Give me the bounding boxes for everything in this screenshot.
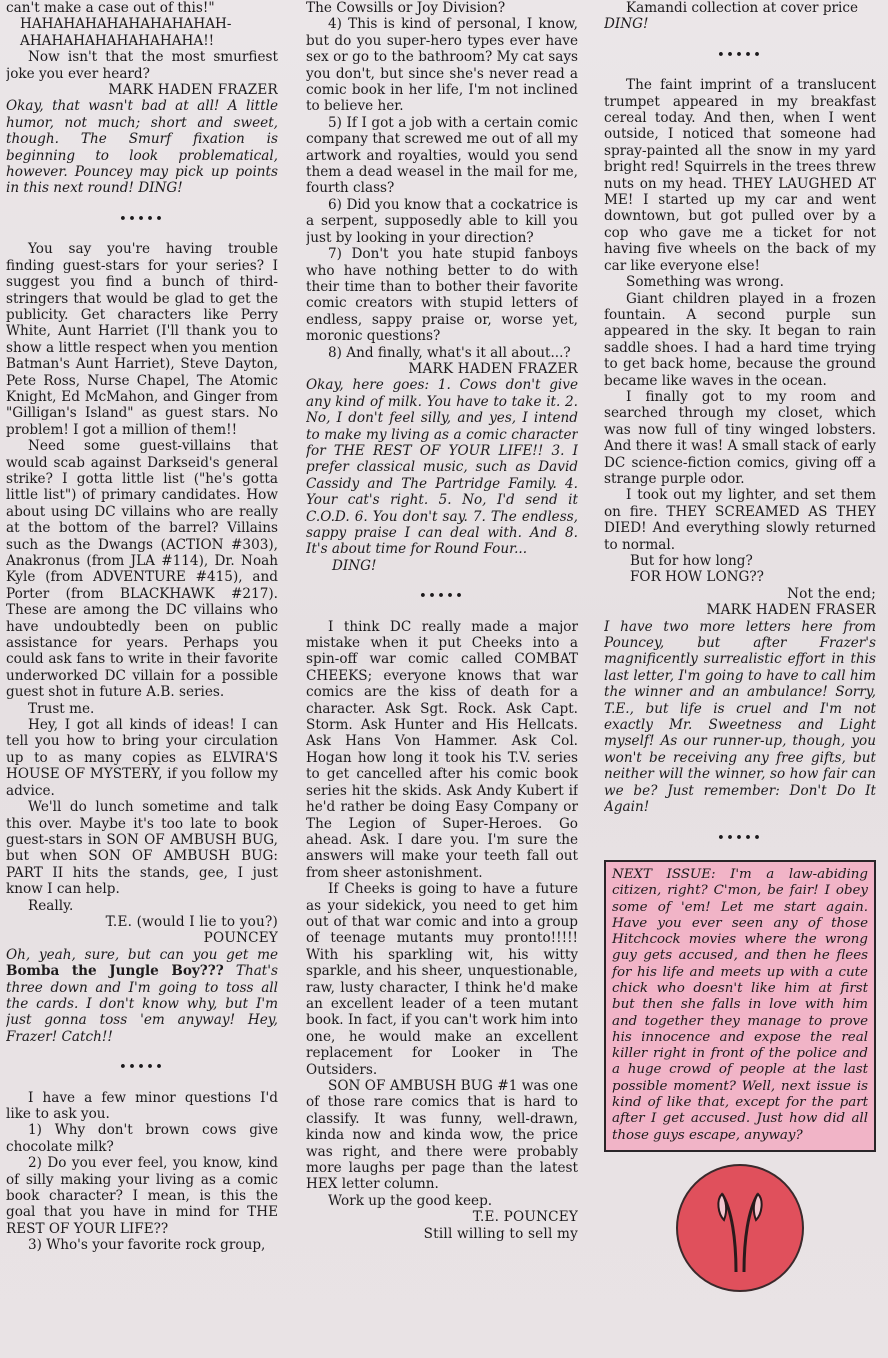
logo-container <box>604 1164 876 1292</box>
paragraph: SON OF AMBUSH BUG #1 was one of those rare comics that is hard to classify. It was funny, well-drawn, kinda now and kinda wow, the price was right, and there were probably more laughs per page than the latest HEX letter column. <box>306 1078 578 1193</box>
paragraph: I finally got to my room and searched through my closet, which was now full of tiny winged lobsters. And there it was! A small stack of early DC science-fiction comics, giving off a strange purple odor. <box>604 388 876 487</box>
paragraph: I took out my lighter, and set them on fire. THEY SCREAMED AS THEY DIED! And everything slowly returned to normal. <box>604 487 876 553</box>
paragraph: 1) Why don't brown cows give chocolate milk? <box>6 1122 278 1155</box>
paragraph: Now isn't that the most smurfiest joke you ever heard? <box>6 49 278 82</box>
reply-text: Oh, yeah, sure, but can you get me <box>6 946 278 963</box>
editor-reply: DING! <box>604 16 649 33</box>
paragraph: 3) Who's your favorite rock group, <box>28 1237 266 1254</box>
signature: T.E. (would I lie to you?) <box>105 913 278 930</box>
section-divider: ••••• <box>119 1060 165 1074</box>
section-divider: ••••• <box>717 47 763 61</box>
column-3 <box>604 0 876 1358</box>
paragraph: Hey, I got all kinds of ideas! I can tell you how to bring your circulation up to as many copies as ELVIRA'S HOUSE OF MYSTERY, if you follow my advice. <box>6 717 278 799</box>
paragraph: Something was wrong. <box>626 274 784 291</box>
editor-reply: Okay, here goes: 1. Cows don't give any kind of milk. You have to take it. 2. No, I don't feel silly, and yes, I intend to make my living as a comic character for THE REST OF YOUR LIFE!! 3. I prefer classical music, such as David Cassidy and The Partridge Family. 4. Your cat's right. 5. No, I'd send it C.O.D. 6. You don't say. 7. The endless, sappy praise I can deal with. And 8. It's about time for Round Four... <box>306 377 578 558</box>
paragraph: 4) This is kind of personal, I know, but do you super-hero types ever have sex or go to the bathroom? My cat says you don't, but since she's never read a comic book in her life, I'm not inclined to believe her. <box>306 16 578 115</box>
section-divider: ••••• <box>419 589 465 603</box>
paragraph: Giant children played in a frozen fountain. A second purple sun appeared in the sky. It began to rain saddle shoes. I had a hard time trying to get back home, because the ground became like waves in the ocean. <box>604 290 876 389</box>
paragraph: Not the end; <box>787 585 876 602</box>
ambush-bug-logo-icon <box>676 1164 804 1292</box>
reply-bold-text: Bomba the Jungle Boy??? <box>6 963 224 980</box>
signature: POUNCEY <box>203 930 278 947</box>
paragraph: 6) Did you know that a cockatrice is a serpent, supposedly able to kill you just by looking in your direction? <box>306 196 578 246</box>
editor-reply-ding: DING! <box>332 557 377 574</box>
paragraph: 7) Don't you hate stupid fanboys who have nothing better to do with their time than to bother their favorite comic creators with stupid letters of endless, sappy praise or, worse yet, moronic questions? <box>306 246 578 345</box>
paragraph: Still willing to sell my <box>423 1225 578 1242</box>
paragraph: 8) And finally, what's it all about...? <box>328 344 571 361</box>
paragraph: 2) Do you ever feel, you know, kind of silly making your living as a comic book character? I mean, is this the goal that you have in mind for THE REST OF YOUR LIFE?? <box>6 1155 278 1237</box>
section-divider: ••••• <box>119 211 165 225</box>
paragraph: The faint imprint of a translucent trumpet appeared in my breakfast cereal today. And then, when I went outside, I noticed that someone had spray-painted all the snow in my yard bright red! Squirrels in the trees threw nuts on my head. THEY LAUGHED AT ME! I started up my car and went downtown, but got pulled over by a cop who gave me a ticket for not having five wheels on the back of my car like everyone else! <box>604 77 876 274</box>
signature: MARK HADEN FRAZER <box>108 82 278 99</box>
paragraph: But for how long? <box>630 553 753 569</box>
paragraph: Really. <box>28 897 74 914</box>
paragraph: We'll do lunch sometime and talk this over. Maybe it's too late to book guest-stars in SON OF AMBUSH BUG, but when SON OF AMBUSH BUG: PART II hits the stands, gee, I just know I can help. <box>6 799 278 898</box>
antennae-icon <box>692 1180 788 1276</box>
signature: MARK HADEN FRASER <box>706 602 876 619</box>
paragraph: Need some guest-villains that would scab against Darkseid's general strike? I gotta little list ("he's gotta little list") of primary candidates. How about using DC villains who are really at the bottom of the barrel? Villains such as the Dwangs (ACTION #303), Anakronus (from JLA #114), Dr. Noah Kyle (from ADVENTURE #415), and Porter (from BLACKHAWK #217). These are among the DC villains who have undoubtedly been on public assistance for years. Perhaps you could ask fans to write in their favorite underworked DC villain for a possible guest shot in future A.B. series. <box>6 438 278 701</box>
column-1 <box>6 0 278 1358</box>
paragraph: Kamandi collection at cover price <box>626 0 859 16</box>
signature: T.E. POUNCEY <box>472 1209 578 1226</box>
paragraph: 5) If I got a job with a certain comic company that screwed me out of all my artwork and royalties, would you send them a dead weasel in the mail for me, fourth class? <box>306 114 578 197</box>
paragraph: HAHAHAHAHAHAHAHAHAH-AHAHAHAHAHAHAHAHA!! <box>20 16 232 49</box>
editor-reply <box>6 947 278 1045</box>
reply-text: That's three down and I'm going to toss all the cards. I don't know why, but I'm just gonna toss 'em anyway! Hey, Frazer! Catch!! <box>6 963 278 1045</box>
paragraph: The Cowsills or Joy Division? <box>306 0 506 16</box>
paragraph: can't make a case out of this!" <box>6 0 215 16</box>
paragraph: Work up the good keep. <box>328 1192 493 1209</box>
section-divider: ••••• <box>717 830 763 844</box>
editor-reply: I have two more letters here from Pouncey, but after Frazer's magnificently surrealistic effort in this last letter, I'm going to have to call him the winner and an ambulance! Sorry, T.E., but life is cruel and I'm not exactly Mr. Sweetness and Light myself! As our runner-up, though, you won't be receiving any free gifts, but neither will the winner, so how fair can we be? Just remember: Don't Do It Again! <box>604 618 876 816</box>
paragraph: FOR HOW LONG?? <box>630 569 764 586</box>
paragraph: You say you're having trouble finding guest-stars for your series? I suggest you find a bunch of third-stringers that would be glad to get the publicity. Get characters like Perry White, Aunt Harriet (I'll thank you to show a little respect when you mention Batman's Aunt Harriet), Steve Dayton, Pete Ross, Nurse Chapel, The Atomic Knight, Ed McMahon, and Ginger from "Gilligan's Island" as guest stars. No problem! I got a million of them!! <box>6 241 278 438</box>
signature: MARK HADEN FRAZER <box>408 360 578 377</box>
editor-reply: Okay, that wasn't bad at all! A little humor, not much; short and sweet, though. The Smurf fixation is beginning to look problematical, however. Pouncey may pick up points in this next round! DING! <box>6 98 278 197</box>
paragraph: I think DC really made a major mistake when it put Cheeks into a spin-off war comic called COMBAT CHEEKS; everyone knows that war comics are the kiss of death for a character. Ask Sgt. Rock. Ask Capt. Storm. Ask Hunter and His Hellcats. Ask Hans Von Hammer. Ask Col. Hogan how long it took his T.V. series to get cancelled after his comic book series hit the skids. Ask Andy Kubert if he'd rather be doing Easy Company or The Legion of Super-Heroes. Go ahead. Ask. I dare you. I'm sure the answers will make your teeth fall out from sheer astonishment. <box>306 618 578 881</box>
next-issue-text: NEXT ISSUE: I'm a law-abiding citizen, right? C'mon, be fair! I obey some of 'em! Let me start again. Have you ever seen any of those Hitchcock movies where the wrong guy gets accused, and then he flees for his life and meets up with a cute chick who doesn't like him at first but then she falls in love with him and together they manage to prove his innocence and expose the real killer right in front of the police and a huge crowd of people at the last possible moment? Well, next issue is kind of like that, except for the part after I get accused. Just how did all those guys escape, anyway? <box>612 866 868 1143</box>
paragraph: Trust me. <box>28 700 95 717</box>
next-issue-box <box>604 860 876 1152</box>
column-2 <box>306 0 578 1358</box>
paragraph: If Cheeks is going to have a future as your sidekick, you need to get him out of that war comic and into a group of teenage mutants muy pronto!!!!! With his sparkling wit, his witty sparkle, and his sheer, unquestionable, raw, lusty character, I think he'd make an excellent leader of a teen mutant book. In fact, if you can't work him into one, he would make an excellent replacement for Looker in The Outsiders. <box>306 881 578 1078</box>
paragraph: I have a few minor questions I'd like to ask you. <box>6 1089 278 1122</box>
